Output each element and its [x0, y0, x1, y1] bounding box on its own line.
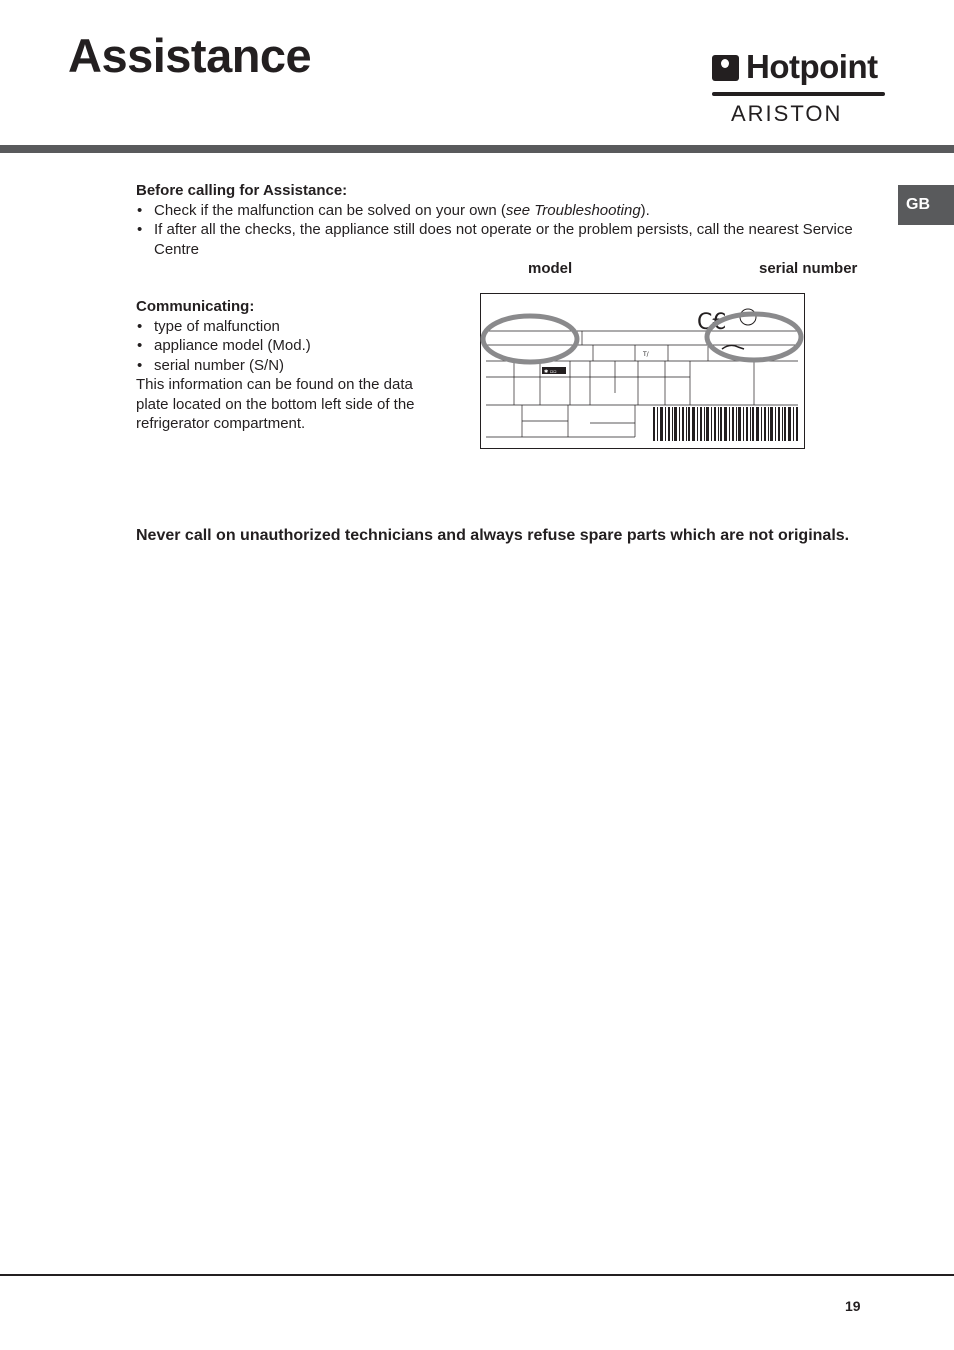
- warning-text: Never call on unauthorized technicians and always refuse spare parts which are not originals.: [136, 527, 850, 544]
- page-title: Assistance: [68, 29, 312, 82]
- communicating-list: [136, 317, 446, 376]
- before-calling-list: [136, 201, 896, 260]
- list-item: • serial number (S/N): [136, 356, 446, 376]
- plate-small-symbol: T/: [643, 351, 649, 358]
- communicating-heading: Communicating:: [136, 298, 255, 315]
- ce-mark-icon: C€: [697, 310, 727, 335]
- header-bar: [0, 145, 954, 153]
- communicating-section: [136, 297, 446, 434]
- logo-subtext: ARISTON: [731, 101, 843, 126]
- item-text: ).: [640, 201, 650, 219]
- hotpoint-ariston-logo: [712, 50, 888, 130]
- troubleshooting-reference: see Troubleshooting: [505, 201, 641, 219]
- footer-rule: [0, 1274, 954, 1276]
- logo-rule: [712, 92, 885, 96]
- list-item: [136, 201, 896, 221]
- before-calling-section: [136, 181, 896, 259]
- language-tab: GB: [898, 185, 954, 225]
- before-calling-heading: Before calling for Assistance:: [136, 182, 348, 199]
- data-plate-diagram: [480, 293, 810, 453]
- logo-mark-icon: [712, 55, 739, 81]
- svg-text:✱ ▫▫: ✱ ▫▫: [544, 369, 557, 375]
- data-plate-location-note: This information can be found on the data plate located on the bottom left side of the refrigerator compartment.: [136, 376, 415, 432]
- model-label: model: [528, 260, 573, 277]
- item-text: Check if the malfunction can be solved on your own (: [154, 201, 506, 219]
- list-item: • If after all the checks, the appliance still does not operate or the problem persists, call the nearest Service Centre: [136, 220, 896, 259]
- list-item: • type of malfunction: [136, 317, 446, 337]
- serial-number-label: serial number: [759, 260, 858, 277]
- page-number: 19: [845, 1298, 861, 1314]
- list-item: • appliance model (Mod.): [136, 336, 446, 356]
- logo-wordmark: Hotpoint: [746, 48, 878, 85]
